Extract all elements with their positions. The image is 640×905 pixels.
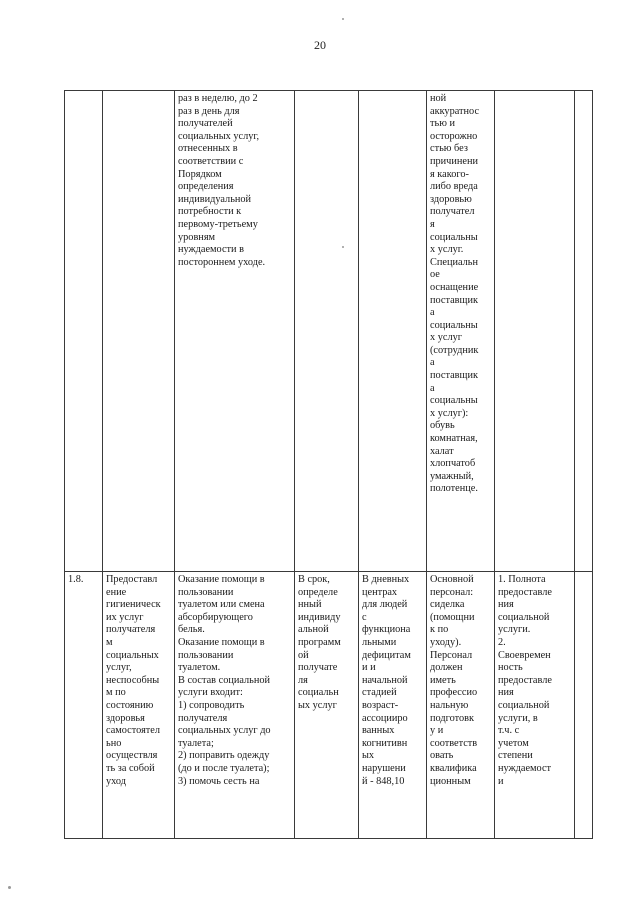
page-number: 20 — [314, 38, 326, 52]
row2-service-name-cell: Предоставл ение гигиеническ их услуг получателя м социальных услуг, неспособны м по состоянию здоровья самостоятел ьно осуществля ть за собой уход — [103, 572, 175, 839]
row2-number-cell: 1.8. — [65, 572, 103, 839]
row2-quality-cell: 1. Полнота предоставле ния социальной услуги. 2. Своевремен ность предоставле ния социальной услуги, в т.ч. с учетом степени нуждаемост и — [495, 572, 575, 839]
row2-extra-cell — [575, 572, 593, 839]
row2-tariff-cell: В дневных центрах для людей с функциона льными дефицитам и и начальной стадией возраст- ассоциирo ванных когнитивн ых нарушени й - 848,10 — [359, 572, 427, 839]
row1-service-name-cell — [103, 91, 175, 572]
table-row — [65, 91, 593, 572]
row1-term-cell — [295, 91, 359, 572]
scan-speck — [342, 18, 344, 20]
row1-conditions-cell: ной аккуратнос тью и осторожно стью без причинени я какого- либо вреда здоровью получател я социальны х услуг. Специальн ое оснащение поставщик а социальны х услуг (сотрудник а поставщик а социальны х услуг): обувь комнатная, халат хлопчатоб умажный, полотенце. — [427, 91, 495, 572]
row2-conditions-cell: Основной персонал: сиделка (помощни к по уходу). Персонал должен иметь профессио нальную подготовк у и соответств овать квалифика ционным — [427, 572, 495, 839]
services-table — [64, 90, 593, 839]
row1-extra-cell — [575, 91, 593, 572]
scan-speck — [8, 886, 11, 889]
row1-description-cell: раз в неделю, до 2 раз в день для получателей социальных услуг, отнесенных в соответствии с Порядком определения индивидуальной потребности к первому-третьему уровням нуждаемости в постороннем уходе. — [175, 91, 295, 572]
scan-speck — [342, 246, 344, 248]
row1-quality-cell — [495, 91, 575, 572]
row1-tariff-cell — [359, 91, 427, 572]
row2-term-cell: В срок, определе нный индивиду альной программ ой получате ля социальн ых услуг — [295, 572, 359, 839]
row2-description-cell: Оказание помощи в пользовании туалетом или смена абсорбирующего белья. Оказание помощи в пользовании туалетом. В состав социальной услуги входит: 1) сопроводить получателя социальных услуг до туалета; 2) поправить одежду (до и после туалета); 3) помочь сесть на — [175, 572, 295, 839]
row1-number-cell — [65, 91, 103, 572]
table-row — [65, 572, 593, 839]
